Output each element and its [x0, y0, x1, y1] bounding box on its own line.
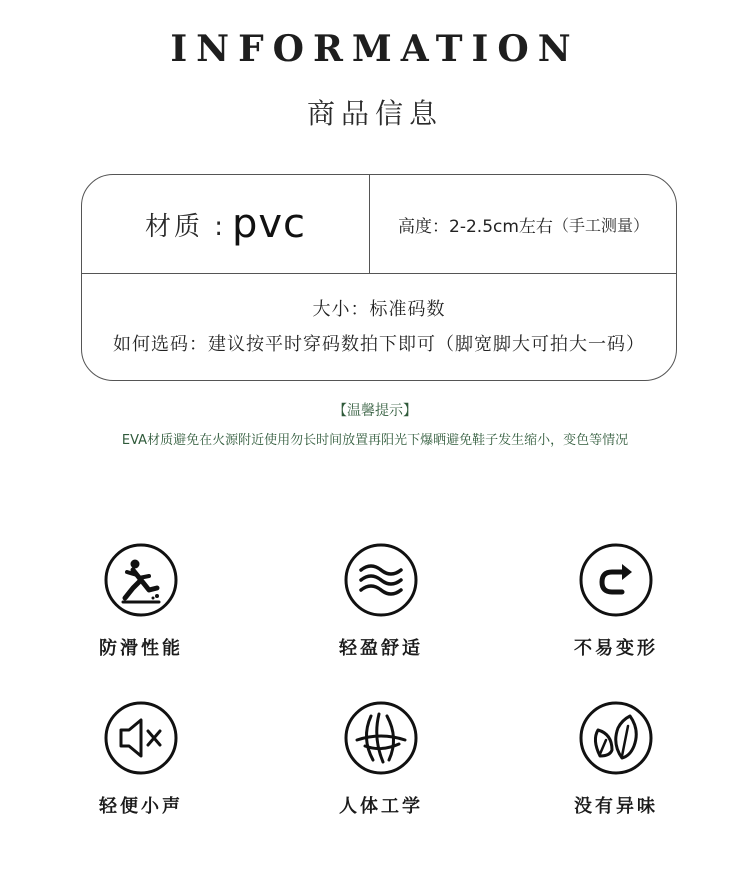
vertical-divider [369, 175, 370, 273]
height-cell [371, 175, 676, 273]
material-cell [82, 175, 369, 273]
feature-label: 轻便小声 [99, 796, 183, 817]
feature-label: 不易变形 [574, 638, 658, 659]
page-title-en: INFORMATION [170, 28, 580, 70]
leaves-icon [578, 700, 654, 776]
feature-lightweight [306, 542, 456, 660]
tip-heading: 【温馨提示】 [333, 403, 417, 419]
waves-icon [343, 542, 419, 618]
material-label: 材质 : [144, 211, 226, 242]
slip-icon [103, 542, 179, 618]
material-value: pvc [231, 201, 307, 247]
feature-ergonomic [306, 700, 456, 818]
feature-anti-slip [66, 542, 216, 660]
mute-speaker-icon [103, 700, 179, 776]
size-advice-text: 如何选码：建议按平时穿码数拍下即可（脚宽脚大可拍大一码） [113, 334, 645, 355]
feature-no-deform [541, 542, 691, 660]
height-text: 高度：2-2.5cm左右 [398, 216, 553, 237]
tip-text: EVA材质避免在火源附近使用勿长时间放置再阳光下爆晒避免鞋子发生缩小，变色等情况 [121, 433, 629, 448]
feature-odorless [541, 700, 691, 818]
ergonomic-icon [343, 700, 419, 776]
feature-label: 轻盈舒适 [339, 638, 423, 659]
feature-label: 防滑性能 [99, 638, 183, 659]
feature-quiet [66, 700, 216, 818]
height-note: （手工测量） [552, 215, 649, 235]
horizontal-divider [82, 273, 676, 274]
info-box [81, 174, 677, 381]
feature-label: 人体工学 [339, 796, 423, 817]
page-title-cn: 商品信息 [306, 97, 443, 130]
feature-label: 没有异味 [574, 796, 658, 817]
size-text: 大小：标准码数 [312, 299, 446, 320]
return-arrow-icon [578, 542, 654, 618]
